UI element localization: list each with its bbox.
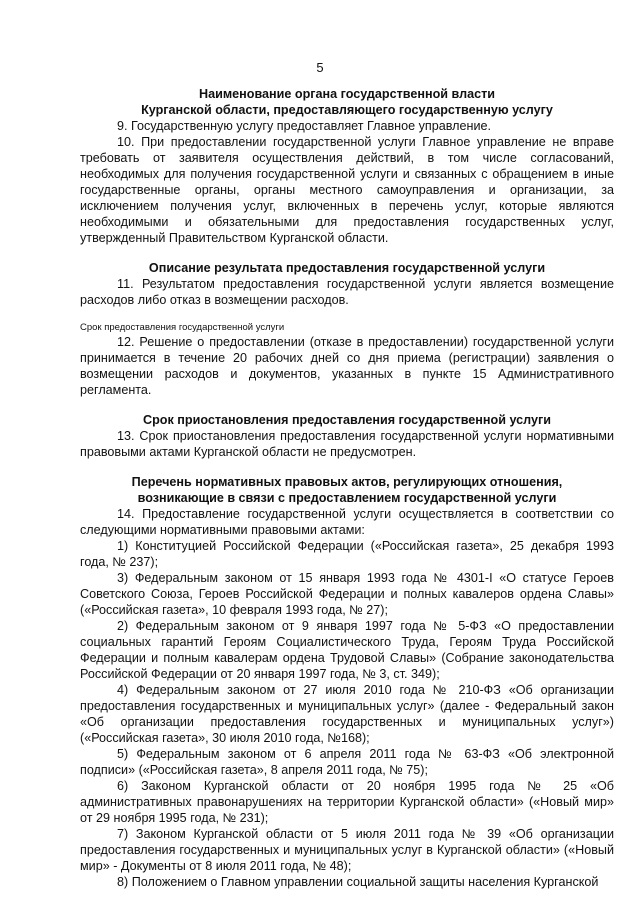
legal-act-item: 5) Федеральным законом от 6 апреля 2011 года № 63-ФЗ «Об электронной подписи» («Российская газета», 8 апреля 2011 года, № 75);: [80, 747, 614, 777]
legal-act-item: 1) Конституцией Российской Федерации («Российская газета», 25 декабря 1993 года, № 237);: [80, 539, 614, 569]
legal-act-item: 3) Федеральным законом от 15 января 1993 года № 4301-I «О статусе Героев Советского Союза, Героев Российской Федерации и полных кавалеров ордена Славы» («Российская газета», 10 февраля 1993 года, № 27);: [80, 571, 614, 617]
legal-act-item: 4) Федеральным законом от 27 июля 2010 года № 210-ФЗ «Об организации предоставления государственных и муниципальных услуг» (далее - Федеральный закон «Об организации предоставления государственных и муниципальных услуг») («Российская газета», 30 июля 2010 года, №168);: [80, 683, 614, 745]
paragraph-10: 10. При предоставлении государственной услуги Главное управление не вправе требовать от заявителя осуществления действий, в том числе согласований, необходимых для получения государственной услуги и связанных с обращением в иные государственные органы, органы местного самоуправления и организации, за исключением получения услуг, включенных в перечень услуг, которые являются необходимыми и обязательными для предоставления государственных услуг, утвержденный Правительством Курганской области.: [80, 135, 614, 245]
legal-act-item: 6) Законом Курганской области от 20 ноября 1995 года № 25 «Об административных правонарушениях на территории Курганской области» («Новый мир» от 29 ноября 1995 года, № 231);: [80, 779, 614, 825]
section-heading-legal-acts-line1: Перечень нормативных правовых актов, регулирующих отношения,: [131, 475, 563, 489]
spacer: [80, 246, 614, 260]
legal-act-item: 7) Законом Курганской области от 5 июля 2011 года № 39 «Об организации предоставления государственных и муниципальных услуг в Курганской области» («Новый мир» - Документы от 8 июля 2011 года, № 48);: [80, 827, 614, 873]
section-heading-suspension: Срок приостановления предоставления государственной услуги: [143, 413, 551, 427]
section-heading-legal-acts-line2: возникающие в связи с предоставлением государственной услуги: [137, 491, 557, 505]
legal-act-item: 8) Положением о Главном управлении социальной защиты населения Курганской: [117, 875, 599, 889]
section-label-term: Срок предоставления государственной услуги: [80, 322, 285, 333]
spacer: [80, 460, 614, 474]
paragraph-12: 12. Решение о предоставлении (отказе в предоставлении) государственной услуги принимается в течение 20 рабочих дней со дня приема (регистрации) заявления о возмещении расходов и документов, указанных в пункте 15 Административного регламента.: [80, 335, 614, 397]
spacer: [80, 398, 614, 412]
legal-act-item: 2) Федеральным законом от 9 января 1997 года № 5-ФЗ «О предоставлении социальных гарантий Героям Социалистического Труда, Героям Труда Российской Федерации и полным кавалерам ордена Трудовой Славы» (Собрание законодательства Российской Федерации от 20 января 1997 года, № 3, ст. 349);: [80, 619, 614, 681]
page-number: 5: [316, 60, 324, 75]
document-body: [80, 86, 614, 890]
paragraph-13: 13. Срок приостановления предоставления государственной услуги нормативными правовыми актами Курганской области не предусмотрен.: [80, 429, 614, 459]
section-heading-result: Описание результата предоставления государственной услуги: [148, 261, 546, 275]
paragraph-14: 14. Предоставление государственной услуги осуществляется в соответствии со следующими нормативными правовыми актами:: [80, 507, 614, 537]
paragraph-9: 9. Государственную услугу предоставляет Главное управление.: [117, 119, 492, 133]
section-heading-authority-line2: Курганской области, предоставляющего государственную услугу: [141, 103, 553, 117]
section-heading-authority-line1: Наименование органа государственной власти: [198, 87, 496, 101]
paragraph-11: 11. Результатом предоставления государственной услуги является возмещение расходов либо отказ в возмещении расходов.: [80, 277, 614, 307]
spacer: [80, 308, 614, 322]
